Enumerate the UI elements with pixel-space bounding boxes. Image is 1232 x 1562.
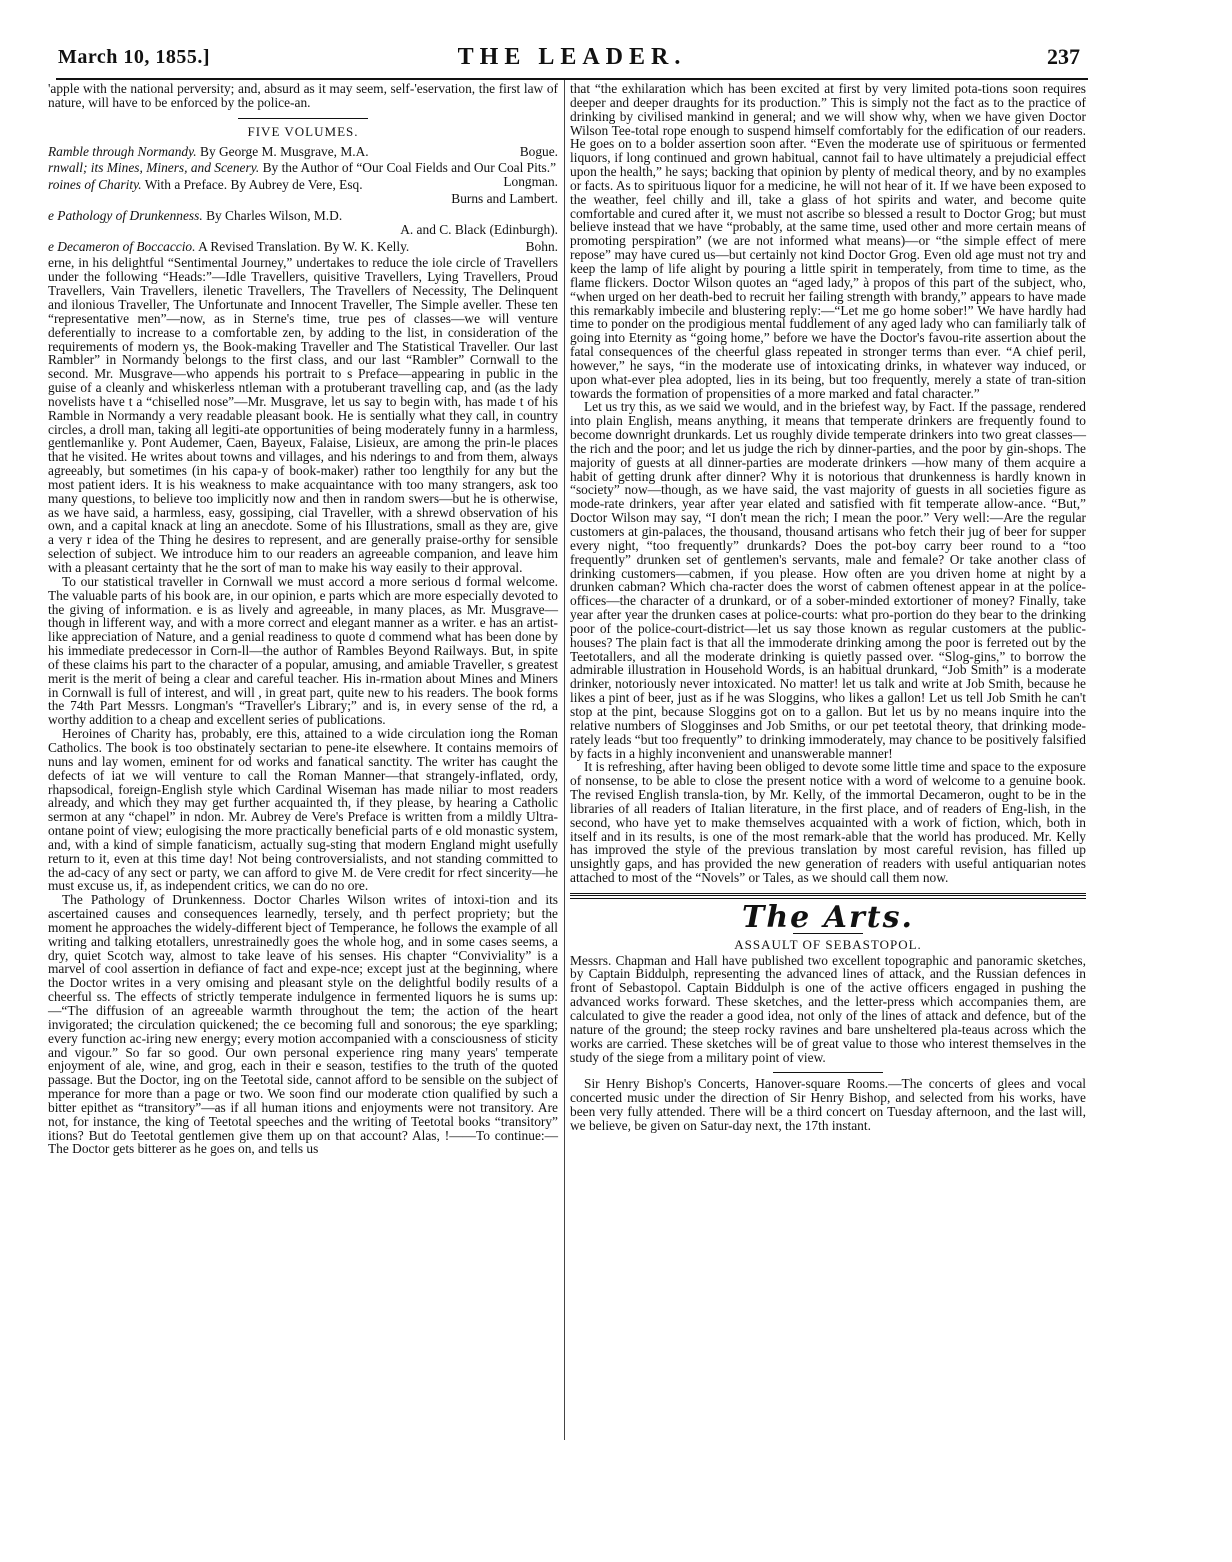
book-title: roines of Charity. <box>48 177 142 193</box>
arts-paragraph: Messrs. Chapman and Hall have published two excellent topographic and panoramic sketches, by Captain Biddulph, representing the advanced lines of attack, and the Russian defences in front of Sebastopol. Captain Biddulph is one of the active officers engaged in pushing the advanced works forward. These sketches, and the letter-press which accompanies them, are calculated to give the reader a good idea, not only of the lines of attack and defence, but of the nature of the ground; the steep rocky ravines and bare unsheltered pla-teaus across which the works are carried. These sketches will be of great value to those who interest themselves in the study of the siege from a military point of view. <box>570 952 1086 1065</box>
page-header <box>58 42 1086 72</box>
book-publisher: Bogue. <box>519 143 558 159</box>
review-paragraph: The Pathology of Drunkenness. Doctor Charles Wilson writes of intoxi-tion and its ascertained causes and consequences learnedly, tersely, and th perfect propriety; but the moment he approaches the widely-different bject of Temperance, he follows the example of all writing and talking etotallers, unrestrainedly goes the whole hog, and in some cases seems, a dry, quiet Scotch way, almost to take leave of his senses. His chapter “Conviviality” is a marvel of cool assertion in defiance of fact and expe-nce; except just at the beginning, where the Doctor writes in a very omising and pleasant style on the delightful bodily results of a cheerful ss. The effects of strictly temperate indulgence in fermented liquors he is sums up:—“The diffusion of an agreeable warmth throughout the tem; the action of the heart invigorated; the circulation quickened; the ce becoming full and sonorous; the eye sparkling; every function ac-iring new energy; every motion accompanied with a consciousness of sticity and vigour.” So far so good. Our own personal experience ring many years' temperate enjoyment of ale, wine, and grog, each in their e season, testifies to the truth of the quoted passage. But the Doctor, ing on the Teetotal side, cannot afford to be sensible on the subject of mperance for more than a page or two. We soon find our moderate ction qualified by such a bitter epithet as “transitory”—as if all human itions and enjoyments were not transitory. Are not, for instance, the king of Teetotal speeches and the writing of Teetotal books “transitory” itions? But do Teetotal gentlemen give them up on that account? Alas, !——To continue:—The Doctor gets bitterer as he goes on, and tells us <box>48 892 558 1157</box>
review-paragraph: Heroines of Charity has, probably, ere this, attained to a wide circulation iong the Roman Catholics. The book is too obstinately sectarian to pene-ite elsewhere. It contains memoirs of nuns and lay women, eminent for od works and fanatical sanctity. The writer has caught the defects of iat we will venture to call the Roman Manner—that strangely-inflated, ordy, rhapsodical, foreign-English style which Cardinal Wiseman has made niliar to most readers already, and which they may get further acquainted th, if they please, by hearing a Catholic sermon at any “chapel” in ndon. Mr. Aubrey de Vere's Preface is written from a mildly Ultra-ontane point of view; eulogising the more practically beneficial parts of e old monastic system, and, with a kind of simple fanaticism, actually sug-sting that modern England might usefully return to it, even at this time day! Not being controversialists, and not standing committed to the ad-cacy of any sect or party, we can afford to give M. de Vere credit for rfect sincerity—he must excuse us, if, as independent critics, we can do no ore. <box>48 726 558 894</box>
column-divider <box>564 80 565 1440</box>
section-title: FIVE VOLUMES. <box>247 123 359 139</box>
review-paragraph: that “the exhilaration which has been excited at first by very limited pota-tions soon requires deeper and deeper draughts for its production.” This is simply not the fact as to the practice of drinking by civilised mankind in general; and we will show why, when we have given Doctor Wilson Tee-total rope enough to suspend himself comfortably for the edification of our readers. He goes on to a bolder assertion soon after. “Even the moderate use of spirituous or fermented liquors, if long continued and grown habitual, cannot fail to have ultimately a prejudicial effect upon the health,” he says; backing that opinion by plenty of medical theory, and by no examples or facts. As to spirituous liquor for a medicine, he will not hear of it. If we have been exposed to the weather, feel chilly and ill, take a glass of hot spirits and water, and become quite comfortable and cured after it, we must not ascribe so blessed a result to Doctor Grog; but must believe instead that we have “probably, at the same time, used other and more certain means of promoting perspiration” (we are not informed what means)—or “the simple effect of mere repose” may have cured us—but certainly not kind Doctor Grog. Even old age must not try and keep the lamp of life alight by pouring a little spirit in temperately, from time to time, as the flame flickers. Doctor Wilson quotes an “aged lady,” à propos of this part of the subject, who, “when urged on her death-bed to recruit her failing strength with brandy,” appears to have made this remarkably imbecile and blustering reply:—“Let me go home sober!” We have hardly had time to ponder on the prodigious mental fuddlement of any aged lady who can familiarly talk of going into Eternity as “going home,” before we have the Doctor's favou-rite assertion about the fatal consequences of the cheerful glass repeated in stronger terms than ever. “A chief peril, however,” he says, “in the moderate use of intoxicating drinks, in whatever way induced, or upon what-ever plea adopted, lies in its being, but too frequently, merely a state of tran-sition towards the formation of propensities of a more marked and fatal character.” <box>570 81 1086 401</box>
arts-heading: The Arts. <box>742 899 914 935</box>
page-number: 237 <box>1047 44 1080 69</box>
intro-paragraph: 'apple with the national perversity; and, absurd as it may seem, self-'eservation, the first law of nature, will have to be enforced by the police-an. <box>48 81 558 110</box>
book-details: A Revised Translation. By W. K. Kelly. <box>198 238 410 254</box>
book-publisher: Burns and Lambert. <box>451 191 558 207</box>
book-listing <box>48 178 558 206</box>
book-listing <box>48 209 558 237</box>
arts-subheading: ASSAULT OF SEBASTOPOL. <box>734 936 922 952</box>
book-details: With a Preface. By Aubrey de Vere, Esq. <box>144 177 363 193</box>
section-rule <box>238 118 368 119</box>
arts-paragraph: Sir Henry Bishop's Concerts, Hanover-square Rooms.—The concerts of glees and vocal concerted music under the direction of Sir Henry Bishop, and selected from his works, have been very fully attended. There will be a third concert on Tuesday afternoon, and the last will, we believe, be given on Satur-day next, the 17th instant. <box>570 1076 1086 1133</box>
issue-date: March 10, 1855.] <box>58 46 211 68</box>
header-rule <box>56 78 1088 80</box>
book-title: Ramble through Normandy. <box>48 143 197 159</box>
arts-rule <box>773 1072 883 1073</box>
arts-divider <box>570 893 1086 899</box>
book-details: By Charles Wilson, M.D. <box>206 207 343 223</box>
review-paragraph: Let us try this, as we said we would, and in the briefest way, by Fact. If the passage, rendered into plain English, means anything, it means that temperate drinkers are frequently found to become downright drunkards. Let us roughly divide temperate drinkers into two great classes—the rich and the poor; and let us judge the rich by dinner-parties, and the poor by gin-shops. The majority of guests at all dinner-parties are moderate drinkers —how many of them acquire a habit of getting drunk after dinner? Why it is notorious that drunkenness is hardly known in “society” now—though, as we have said, the vast majority of guests in all societies figure as mode-rate drinkers, year after year elated and satisfied with fit temperate allow-ance. “But,” Doctor Wilson may say, “I don't mean the rich; I mean the poor.” Very well:—Are the regular customers at gin-palaces, the thousand, thousand artisans who fetch their jug of beer for supper every night, “too frequently” drunkards? Does the pot-boy carry beer round to a “too frequently” drunken set of gentlemen's servants, male and female? Or take another class of drinking customers—cabmen, if you please. How often are you driven home at night by a drunken cabman? Which cha-racter does the worst of cabmen oftenest appear in at the police-offices—the character of a drunkard, or of a sober-minded extortioner of money? Finally, take year after year the drunken cases at police-courts: what pro-portion do they bear to the drinking poor of the police-court-district—let us say those known as regular customers at the public-houses? The plain fact is that all the immoderate drinking among the poor is ferreted out by the Teetotallers, and all the moderate drinking is quietly passed over. “Slog-gins,” to borrow the admirable illustration in Household Words, is an habitual drunkard, “Job Smith” is a moderate drinker, notoriously never intoxicated. No matter! let us talk and write at Job Smith, because he likes a pint of beer, just as if he was Sloggins, who likes a gallon! Let us tell Job Smith he can't stop at the pint, because Sloggins got on to a gallon. But let us by no means inquire into the relative numbers of Slogginses and Job Smiths, or our pet teetotal theory, that drinking mode-rately leads “but too frequently” to drinking immoderately, may chance to be positively falsified by facts in a highly inconvenient and unanswerable manner! <box>570 399 1086 761</box>
book-title: rnwall; its Mines, Miners, and Scenery. <box>48 160 260 176</box>
book-publisher: Longman. <box>503 174 558 190</box>
right-column <box>570 82 1086 1133</box>
review-paragraph: To our statistical traveller in Cornwall we must accord a more serious d formal welcome. The valuable parts of his book are, in our opinion, e parts which are more especially devoted to the giving of information. e is as lively and agreeable, in many places, as Mr. Musgrave—though in lifferent way, and with a more correct and elegant manner as a writer. e has an artist-like appreciation of Nature, and a genial readiness to quote d commend what has been done by his immediate predecessor in Corn-ll—the author of Rambles Beyond Railways. But, in spite of these claims his part to the character of a popular, amusing, and amiable Traveller, s greatest merit is the merit of being a clear and careful teacher. His in-rmation about Mines and Miners in Cornwall is full of interest, and will , in great part, quite new to his readers. The book forms the 74th Part Messrs. Longman's “Traveller's Library;” and is, in every sense of the rd, a worthy addition to a cheap and excellent series of publications. <box>48 573 558 728</box>
book-details: By George M. Musgrave, M.A. <box>200 143 369 159</box>
review-paragraph: It is refreshing, after having been obliged to devote some little time and space to the exposure of nonsense, to be able to close the present notice with a word of welcome to a genuine book. The revised English transla-tion, by Mr. Kelly, of the immortal Decameron, ought to be in the libraries of all readers of Italian literature, in the first place, and of readers of Eng-lish, in the second, who have yet to make themselves acquainted with a work of fiction, which, both in itself and in its results, is one of the most remark-able that the world has produced. Mr. Kelly has improved the style of the previous translation by most careful revision, has filled up unsightly gaps, and has provided the new generation of readers with useful antiquarian notes attached to most of the “Novels” or Tales, as we should call them now. <box>570 759 1086 886</box>
book-title: e Decameron of Boccaccio. <box>48 238 196 254</box>
book-publisher: Bohn. <box>525 238 558 254</box>
book-title: e Pathology of Drunkenness. <box>48 207 203 223</box>
masthead-title: THE LEADER. <box>457 44 687 70</box>
book-listing <box>48 240 558 254</box>
left-column <box>48 82 558 1156</box>
review-paragraph: erne, in his delightful “Sentimental Journey,” undertakes to reduce the iole circle of Travellers under the following “Heads:”—Idle Travellers, quisitive Travellers, Lying Travellers, Proud Travellers, Vain Travellers, ilenetic Travellers, The Travellers of Necessity, The Delinquent and ilonious Traveller, The Unfortunate and Innocent Traveller, The Simple aveller. These ten “representative men”—now, as in Sterne's time, true pes of classes—we will venture deferentially to increase to a comfortable zen, by adding to the list, in consideration of the requirements of modern ys, the Book-making Traveller and The Statistical Traveller. Our last Rambler” in Normandy belongs to the first class, and our last “Rambler” Cornwall to the second. Mr. Musgrave—who appends his portrait to s Preface—appearing in public in the guise of a cleanly and whiskerless ntleman with a protuberant travelling cap, and (as the lady novelists have t a “chiselled nose”—Mr. Musgrave, let us say to begin with, has made t of his Ramble in Normandy a very readable pleasant book. He is sentially what they call, in country circles, a droll man, taking all legiti-ate opportunities of being moderately funny in a harmless, gentlemanlike y. Pont Audemer, Caen, Bayeux, Falaise, Lisieux, are among the prin-le places that he visited. He writes about towns and villages, and his nderings to and from them, always agreeably, but sometimes (in his capa-y of book-maker) rather too lengthily for any but the most patient iders. It is his weakness to make acquaintance with too many strangers, ask too many questions, to believe too implicitly now and then in random swers—but he is otherwise, as we have said, a harmless, easy, gossiping, cial Traveller, with a shrewd observation of his own, and a capital knack at ling an anecdote. Some of his Illustrations, small as they are, give a very r idea of the Thing he desires to represent, and are generally praise-orthy for sensible selection of subject. We introduce him to our readers an agreeable companion, and leave him with a pleasant certainty that he the sort of man to make his way easily to their approval. <box>48 255 558 575</box>
book-listing <box>48 145 558 159</box>
book-publisher: A. and C. Black (Edinburgh). <box>400 221 558 237</box>
book-details: By the Author of “Our Coal Fields and Our Coal Pits.” <box>262 160 557 176</box>
